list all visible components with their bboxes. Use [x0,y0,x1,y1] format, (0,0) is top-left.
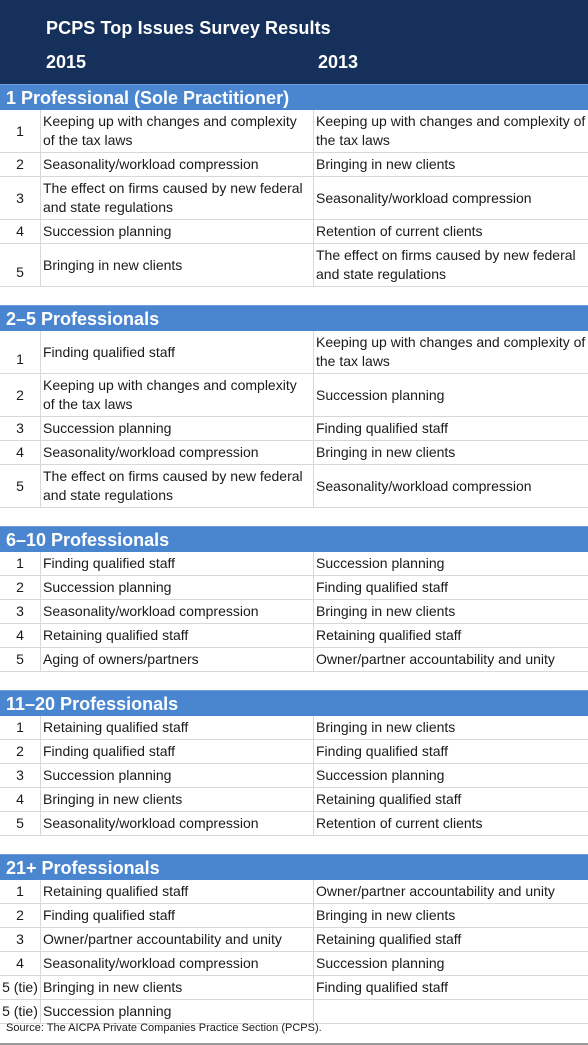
rank-cell: 5 [0,244,41,287]
rank-cell: 1 [0,552,41,576]
table-row [0,441,588,465]
page-title: PCPS Top Issues Survey Results [46,18,331,38]
table-row [0,600,588,624]
issue-2013-cell: Keeping up with changes and complexity of the tax laws [314,331,588,374]
rank-cell: 2 [0,904,41,928]
issue-2013-cell: Bringing in new clients [314,716,588,740]
issue-2015-cell: Bringing in new clients [41,244,314,287]
issue-2013-cell: Succession planning [314,952,588,976]
rank-cell: 5 [0,465,41,508]
rank-cell: 3 [0,417,41,441]
rank-cell: 2 [0,740,41,764]
issue-2013-cell: Finding qualified staff [314,576,588,600]
issue-2013-cell: The effect on firms caused by new federal and state regulations [314,244,588,287]
issue-2013-cell: Bringing in new clients [314,904,588,928]
issue-2015-cell: Bringing in new clients [41,788,314,812]
rank-cell: 4 [0,952,41,976]
issue-2015-cell: The effect on firms caused by new federal and state regulations [41,177,314,220]
table-row [0,177,588,220]
table-row [0,244,588,287]
table-row [0,417,588,441]
issue-2015-cell: Keeping up with changes and complexity of the tax laws [41,110,314,153]
table-row [0,465,588,508]
issue-2015-cell: Owner/partner accountability and unity [41,928,314,952]
section-title: 21+ Professionals [0,854,588,880]
section-title: 6–10 Professionals [0,526,588,552]
issue-2015-cell: Succession planning [41,764,314,788]
rank-cell: 4 [0,441,41,465]
rank-cell: 5 (tie) [0,976,41,1000]
table-row [0,1000,588,1024]
issue-2015-cell: Finding qualified staff [41,552,314,576]
table-row [0,788,588,812]
table-row [0,576,588,600]
issue-2013-cell: Finding qualified staff [314,740,588,764]
rank-cell: 1 [0,110,41,153]
issue-2015-cell: Seasonality/workload compression [41,812,314,836]
rank-cell: 4 [0,624,41,648]
rank-cell: 5 [0,648,41,672]
issue-2013-cell: Bringing in new clients [314,600,588,624]
survey-sections [0,84,588,1024]
table-row [0,740,588,764]
issue-2015-cell: Succession planning [41,220,314,244]
table-row [0,110,588,153]
rank-cell: 1 [0,331,41,374]
issue-2015-cell: Retaining qualified staff [41,880,314,904]
table-row [0,928,588,952]
issue-2015-cell: Seasonality/workload compression [41,600,314,624]
table-row [0,624,588,648]
issue-2013-cell [314,1000,588,1024]
table-header [0,0,588,84]
rank-cell: 4 [0,788,41,812]
rank-cell: 4 [0,220,41,244]
issue-2015-cell: Retaining qualified staff [41,624,314,648]
rank-cell: 3 [0,177,41,220]
issue-2013-cell: Retention of current clients [314,220,588,244]
table-row [0,976,588,1000]
issue-2015-cell: Seasonality/workload compression [41,441,314,465]
issue-2013-cell: Retaining qualified staff [314,624,588,648]
section-gap [0,287,588,305]
table-row [0,648,588,672]
section-table [0,880,588,1024]
issue-2015-cell: Succession planning [41,576,314,600]
issue-2013-cell: Seasonality/workload compression [314,177,588,220]
table-row [0,552,588,576]
issue-2013-cell: Succession planning [314,374,588,417]
issue-2013-cell: Succession planning [314,764,588,788]
rank-cell: 5 [0,812,41,836]
table-row [0,716,588,740]
section-title: 2–5 Professionals [0,305,588,331]
section-table [0,716,588,836]
issue-2015-cell: The effect on firms caused by new federal and state regulations [41,465,314,508]
rank-cell: 2 [0,374,41,417]
table-row [0,374,588,417]
rank-cell: 5 (tie) [0,1000,41,1024]
issue-2013-cell: Seasonality/workload compression [314,465,588,508]
issue-2015-cell: Finding qualified staff [41,740,314,764]
table-row [0,331,588,374]
issue-2013-cell: Bringing in new clients [314,153,588,177]
section-table [0,552,588,672]
issue-2015-cell: Bringing in new clients [41,976,314,1000]
issue-2013-cell: Finding qualified staff [314,417,588,441]
table-row [0,952,588,976]
issue-2013-cell: Bringing in new clients [314,441,588,465]
rank-cell: 2 [0,576,41,600]
issue-2013-cell: Finding qualified staff [314,976,588,1000]
issue-2015-cell: Keeping up with changes and complexity of the tax laws [41,374,314,417]
issue-2015-cell: Finding qualified staff [41,904,314,928]
issue-2015-cell: Seasonality/workload compression [41,153,314,177]
table-row [0,904,588,928]
section-title: 11–20 Professionals [0,690,588,716]
section-table [0,110,588,287]
issue-2015-cell: Retaining qualified staff [41,716,314,740]
section-gap [0,508,588,526]
section-table [0,331,588,508]
rank-cell: 3 [0,764,41,788]
issue-2013-cell: Succession planning [314,552,588,576]
section-gap [0,672,588,690]
issue-2015-cell: Finding qualified staff [41,331,314,374]
source-note: Source: The AICPA Private Companies Practice Section (PCPS). [6,1022,322,1034]
section-title: 1 Professional (Sole Practitioner) [0,84,588,110]
column-header-2013: 2013 [318,52,359,72]
rank-cell: 2 [0,153,41,177]
column-header-2015: 2015 [46,52,87,72]
section-gap [0,836,588,854]
table-row [0,880,588,904]
issue-2015-cell: Seasonality/workload compression [41,952,314,976]
rank-cell: 3 [0,600,41,624]
table-row [0,220,588,244]
rank-cell: 1 [0,880,41,904]
issue-2013-cell: Retaining qualified staff [314,788,588,812]
rank-cell: 1 [0,716,41,740]
issue-2013-cell: Retention of current clients [314,812,588,836]
issue-2015-cell: Succession planning [41,417,314,441]
table-row [0,812,588,836]
issue-2013-cell: Owner/partner accountability and unity [314,648,588,672]
table-row [0,153,588,177]
rank-cell: 3 [0,928,41,952]
issue-2015-cell: Aging of owners/partners [41,648,314,672]
table-row [0,764,588,788]
issue-2013-cell: Owner/partner accountability and unity [314,880,588,904]
issue-2013-cell: Retaining qualified staff [314,928,588,952]
issue-2015-cell: Succession planning [41,1000,314,1024]
issue-2013-cell: Keeping up with changes and complexity of the tax laws [314,110,588,153]
